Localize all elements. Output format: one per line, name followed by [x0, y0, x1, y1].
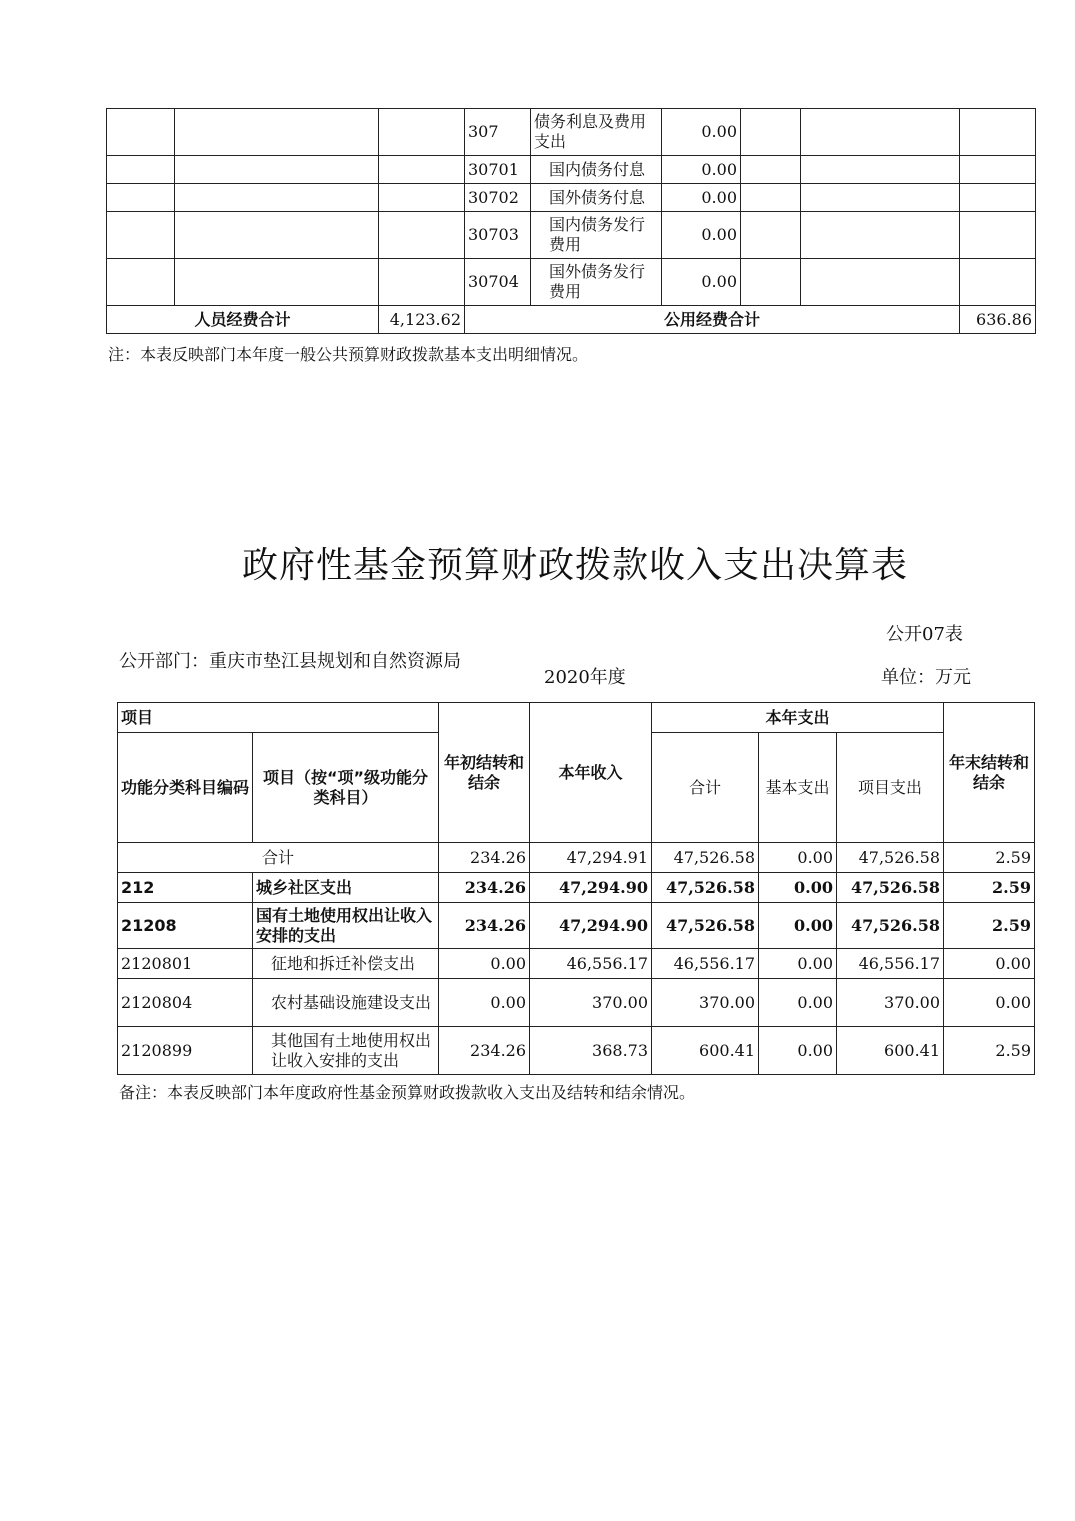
cell-code: 30704 — [465, 259, 531, 306]
cell-code: 2120804 — [118, 979, 253, 1027]
header-closing: 年末结转和结余 — [944, 703, 1035, 843]
cell-name: 国外债务付息 — [531, 184, 662, 212]
cell-code: 30702 — [465, 184, 531, 212]
personnel-total-label: 人员经费合计 — [107, 306, 379, 334]
government-fund-table — [117, 702, 1035, 1075]
cell-total: 47,526.58 — [652, 843, 759, 873]
header-basic: 基本支出 — [759, 733, 837, 843]
department-label: 公开部门：重庆市垫江县规划和自然资源局 — [119, 651, 461, 672]
cell-name: 农村基础设施建设支出 — [253, 979, 439, 1027]
table-row — [118, 979, 1035, 1027]
page-title: 政府性基金预算财政拨款收入支出决算表 — [241, 545, 908, 586]
cell-total: 47,526.58 — [652, 903, 759, 949]
cell-project: 47,526.58 — [837, 843, 944, 873]
empty-cell — [107, 259, 175, 306]
cell-name: 征地和拆迁补偿支出 — [253, 949, 439, 979]
fiscal-year: 2020年度 — [544, 667, 626, 688]
header-name: 项目（按“项”级功能分类科目） — [253, 733, 439, 843]
cell-code: 30703 — [465, 212, 531, 259]
cell-project: 47,526.58 — [837, 873, 944, 903]
cell-value: 0.00 — [662, 212, 741, 259]
empty-cell — [960, 184, 1036, 212]
header-code: 功能分类科目编码 — [118, 733, 253, 843]
header-income: 本年收入 — [530, 703, 652, 843]
unit-label: 单位：万元 — [881, 667, 971, 688]
table-row — [118, 949, 1035, 979]
cell-code: 30701 — [465, 156, 531, 184]
cell-basic: 0.00 — [759, 903, 837, 949]
cell-name: 债务利息及费用支出 — [531, 109, 662, 156]
empty-cell — [379, 184, 465, 212]
cell-basic: 0.00 — [759, 1027, 837, 1075]
cell-income: 370.00 — [530, 979, 652, 1027]
header-opening: 年初结转和结余 — [439, 703, 530, 843]
empty-cell — [960, 156, 1036, 184]
empty-cell — [741, 212, 801, 259]
cell-basic: 0.00 — [759, 949, 837, 979]
table-row — [118, 1027, 1035, 1075]
header-expense: 本年支出 — [652, 703, 944, 733]
table-row — [107, 212, 1036, 259]
cell-value: 0.00 — [662, 184, 741, 212]
cell-name: 国外债务发行费用 — [531, 259, 662, 306]
empty-cell — [741, 184, 801, 212]
table-row — [107, 259, 1036, 306]
cell-opening: 0.00 — [439, 979, 530, 1027]
empty-cell — [379, 109, 465, 156]
cell-income: 47,294.90 — [530, 873, 652, 903]
cell-name: 国内债务发行费用 — [531, 212, 662, 259]
cell-code: 212 — [118, 873, 253, 903]
cell-income: 47,294.90 — [530, 903, 652, 949]
empty-cell — [960, 212, 1036, 259]
table2-note: 备注：本表反映部门本年度政府性基金预算财政拨款收入支出及结转和结余情况。 — [119, 1083, 696, 1102]
empty-cell — [801, 212, 960, 259]
cell-closing: 0.00 — [944, 949, 1035, 979]
table1-note: 注：本表反映部门本年度一般公共预算财政拨款基本支出明细情况。 — [108, 345, 589, 364]
cell-code: 307 — [465, 109, 531, 156]
cell-name: 其他国有土地使用权出让收入安排的支出 — [253, 1027, 439, 1075]
total-label: 合计 — [118, 843, 439, 873]
cell-code: 21208 — [118, 903, 253, 949]
totals-row — [107, 306, 1036, 334]
expenditure-detail-table — [106, 108, 1036, 334]
cell-closing: 2.59 — [944, 1027, 1035, 1075]
cell-total: 370.00 — [652, 979, 759, 1027]
empty-cell — [801, 184, 960, 212]
empty-cell — [379, 212, 465, 259]
header-item: 项目 — [118, 703, 439, 733]
cell-basic: 0.00 — [759, 843, 837, 873]
empty-cell — [107, 109, 175, 156]
empty-cell — [107, 156, 175, 184]
empty-cell — [175, 184, 379, 212]
cell-value: 0.00 — [662, 156, 741, 184]
empty-cell — [107, 212, 175, 259]
empty-cell — [741, 109, 801, 156]
cell-income: 46,556.17 — [530, 949, 652, 979]
cell-project: 47,526.58 — [837, 903, 944, 949]
cell-income: 368.73 — [530, 1027, 652, 1075]
empty-cell — [175, 156, 379, 184]
empty-cell — [741, 259, 801, 306]
cell-opening: 234.26 — [439, 1027, 530, 1075]
cell-total: 600.41 — [652, 1027, 759, 1075]
cell-opening: 234.26 — [439, 843, 530, 873]
cell-value: 0.00 — [662, 259, 741, 306]
cell-name: 城乡社区支出 — [253, 873, 439, 903]
table-row — [107, 109, 1036, 156]
cell-closing: 2.59 — [944, 903, 1035, 949]
empty-cell — [960, 109, 1036, 156]
cell-name: 国内债务付息 — [531, 156, 662, 184]
cell-name: 国有土地使用权出让收入安排的支出 — [253, 903, 439, 949]
empty-cell — [379, 259, 465, 306]
table-row — [107, 156, 1036, 184]
empty-cell — [175, 109, 379, 156]
cell-value: 0.00 — [662, 109, 741, 156]
empty-cell — [175, 259, 379, 306]
empty-cell — [175, 212, 379, 259]
empty-cell — [960, 259, 1036, 306]
cell-opening: 234.26 — [439, 873, 530, 903]
cell-project: 46,556.17 — [837, 949, 944, 979]
empty-cell — [107, 184, 175, 212]
table-number: 公开07表 — [886, 624, 963, 645]
cell-basic: 0.00 — [759, 979, 837, 1027]
cell-income: 47,294.91 — [530, 843, 652, 873]
cell-closing: 0.00 — [944, 979, 1035, 1027]
public-total-label: 公用经费合计 — [465, 306, 960, 334]
empty-cell — [801, 259, 960, 306]
cell-closing: 2.59 — [944, 843, 1035, 873]
cell-project: 370.00 — [837, 979, 944, 1027]
cell-code: 2120801 — [118, 949, 253, 979]
header-total: 合计 — [652, 733, 759, 843]
cell-project: 600.41 — [837, 1027, 944, 1075]
cell-total: 47,526.58 — [652, 873, 759, 903]
empty-cell — [801, 156, 960, 184]
total-row — [118, 843, 1035, 873]
cell-total: 46,556.17 — [652, 949, 759, 979]
table-row — [118, 873, 1035, 903]
cell-code: 2120899 — [118, 1027, 253, 1075]
empty-cell — [379, 156, 465, 184]
cell-opening: 0.00 — [439, 949, 530, 979]
empty-cell — [801, 109, 960, 156]
header-project: 项目支出 — [837, 733, 944, 843]
table-row — [107, 184, 1036, 212]
empty-cell — [741, 156, 801, 184]
public-total-value: 636.86 — [960, 306, 1036, 334]
personnel-total-value: 4,123.62 — [379, 306, 465, 334]
cell-opening: 234.26 — [439, 903, 530, 949]
cell-basic: 0.00 — [759, 873, 837, 903]
table-row — [118, 903, 1035, 949]
cell-closing: 2.59 — [944, 873, 1035, 903]
